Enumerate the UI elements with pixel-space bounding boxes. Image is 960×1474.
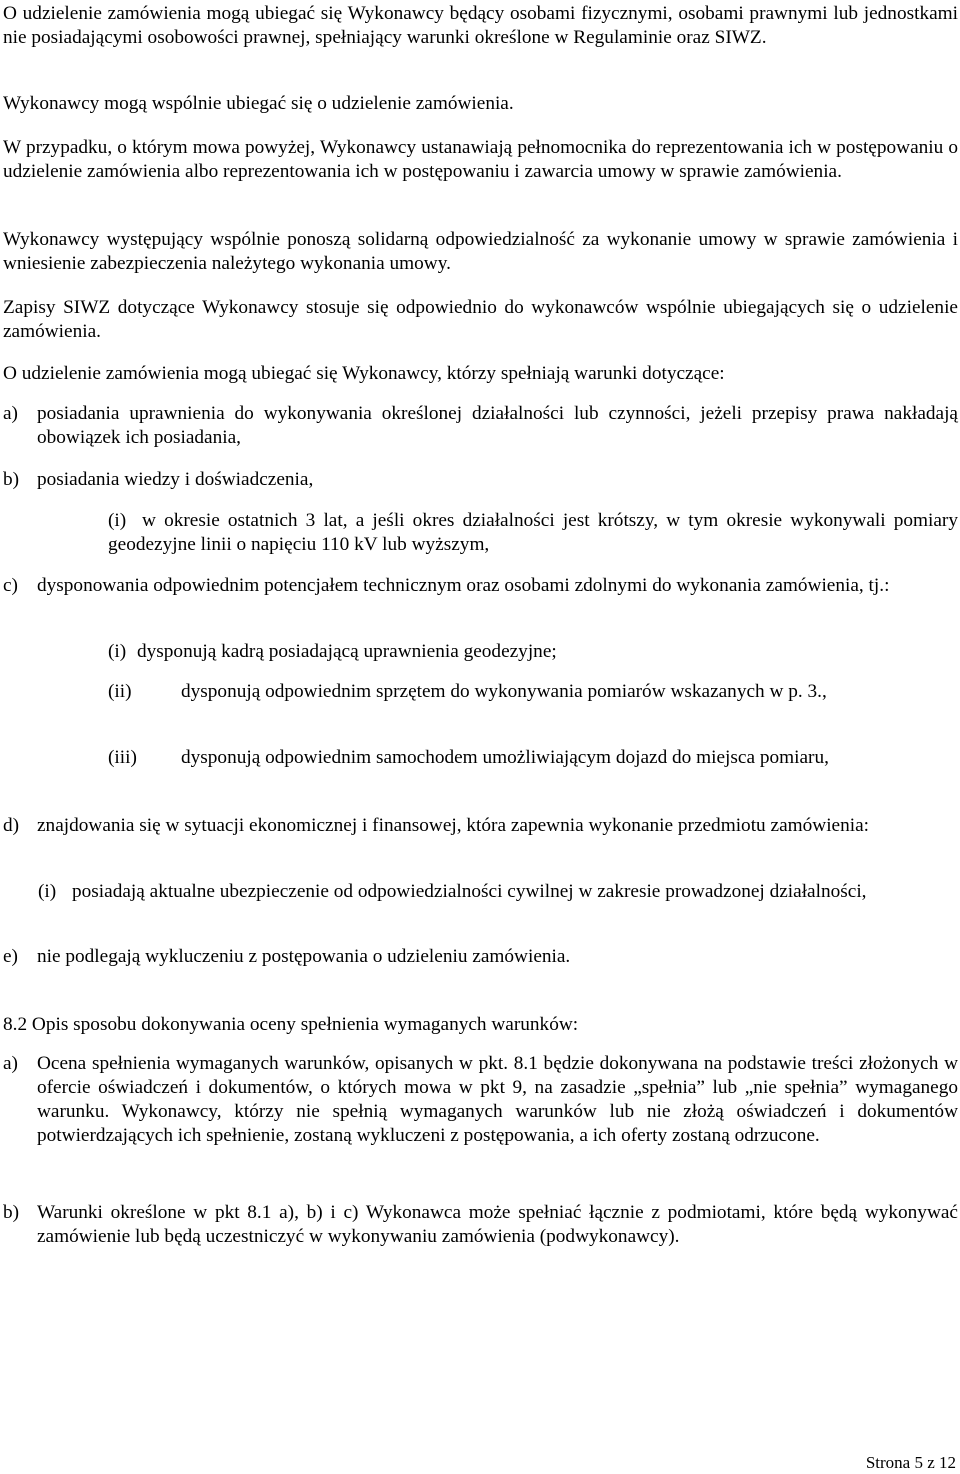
condition-c-sub-iii [108, 746, 958, 794]
list-marker: d) [3, 815, 20, 836]
list-marker: a) [3, 1053, 18, 1074]
condition-a [3, 402, 958, 450]
paragraph-proxy: W przypadku, o którym mowa powyżej, Wykonawcy ustanawiają pełnomocnika do reprezentowania ich w postępowaniu o udzielenie zamówienia albo reprezentowania ich w postępowaniu i zawarcia umowy w sprawie zamówienia. [3, 137, 958, 182]
paragraph-conditions-intro: O udzielenie zamówienia mogą ubiegać się Wykonawcy, którzy spełniają warunki dotyczące: [3, 363, 725, 384]
list-marker: b) [3, 469, 20, 490]
sub-list-marker: (iii) [108, 747, 137, 768]
condition-e [3, 945, 958, 969]
sub-list-item-text: dysponują odpowiednim sprzętem do wykonywania pomiarów wskazanych w p. 3., [181, 681, 827, 702]
sub-list-marker: (i) [108, 641, 127, 662]
sub-list-item-text: dysponują kadrą posiadającą uprawnienia geodezyjne; [137, 641, 557, 662]
list-marker: b) [3, 1202, 20, 1223]
sub-list-item-text: posiadają aktualne ubezpieczenie od odpowiedzialności cywilnej w zakresie prowadzonej działalności, [72, 881, 867, 902]
assessment-a [3, 1052, 958, 1172]
list-item-text: nie podlegają wykluczeniu z postępowania o udzieleniu zamówienia. [37, 946, 571, 967]
list-item-text: posiadania wiedzy i doświadczenia, [37, 469, 314, 490]
condition-b-sub-i [108, 509, 958, 557]
sub-list-marker: (i) [38, 881, 57, 902]
list-marker: a) [3, 403, 18, 424]
list-item-text: dysponowania odpowiednim potencjałem technicznym oraz osobami zdolnymi do wykonania zamówienia, tj.: [37, 575, 890, 596]
condition-c-sub-ii [108, 680, 958, 728]
condition-d-sub-i [38, 880, 958, 928]
sub-list-item-text: dysponują odpowiednim samochodem umożliwiającym dojazd do miejsca pomiaru, [181, 747, 829, 768]
list-marker: c) [3, 575, 18, 596]
section-heading-8-2: 8.2 Opis sposobu dokonywania oceny spełnienia wymaganych warunków: [3, 1014, 579, 1035]
sub-list-item-text: w okresie ostatnich 3 lat, a jeśli okres działalności jest krótszy, w tym okresie wykonywali pomiary geodezyjne linii o napięciu 110 kV lub wyższym, [108, 510, 958, 555]
assessment-b [3, 1201, 958, 1273]
page-number: Strona 5 z 12 [865, 1453, 956, 1472]
list-marker: e) [3, 946, 18, 967]
paragraph-siwz-applies: Zapisy SIWZ dotyczące Wykonawcy stosuje się odpowiednio do wykonawców wspólnie ubiegających się o udzielenie zamówienia. [3, 297, 958, 342]
condition-c [3, 574, 958, 622]
sub-list-marker: (ii) [108, 681, 132, 702]
paragraph-eligibility: O udzielenie zamówienia mogą ubiegać się Wykonawcy będący osobami fizycznymi, osobami prawnymi lub jednostkami nie posiadającymi osobowości prawnej, spełniający warunki określone w Regulaminie oraz SIWZ. [3, 3, 958, 48]
list-item-text: znajdowania się w sytuacji ekonomicznej i finansowej, która zapewnia wykonanie przedmiotu zamówienia: [37, 815, 870, 836]
condition-d [3, 814, 958, 862]
list-item-text: posiadania uprawnienia do wykonywania określonej działalności lub czynności, jeżeli przepisy prawa nakładają obowiązek ich posiadania, [37, 403, 958, 448]
paragraph-joint-bid: Wykonawcy mogą wspólnie ubiegać się o udzielenie zamówienia. [3, 93, 514, 114]
sub-list-marker: (i) [108, 510, 127, 531]
paragraph-joint-liability: Wykonawcy występujący wspólnie ponoszą solidarną odpowiedzialność za wykonanie umowy w sprawie zamówienia i wniesienie zabezpieczenia należytego wykonania umowy. [3, 229, 958, 274]
condition-c-sub-i [108, 640, 958, 664]
list-item-text: Ocena spełnienia wymaganych warunków, opisanych w pkt. 8.1 będzie dokonywana na podstawie treści złożonych w ofercie oświadczeń i dokumentów, o których mowa w pkt 9, na zasadzie „spełnia” lub „nie spełnia” wymaganego warunku. Wykonawcy, którzy nie spełnią wymaganych warunków lub nie złożą oświadczeń i dokumentów potwierdzających ich spełnienie, zostaną wykluczeni z postępowania, a ich oferty zostaną odrzucone. [37, 1053, 958, 1146]
condition-b [3, 468, 958, 492]
list-item-text: Warunki określone w pkt 8.1 a), b) i c) Wykonawca może spełniać łącznie z podmiotami, które będą wykonywać zamówienie lub będą uczestniczyć w wykonywaniu zamówienia (podwykonawcy). [37, 1202, 958, 1247]
